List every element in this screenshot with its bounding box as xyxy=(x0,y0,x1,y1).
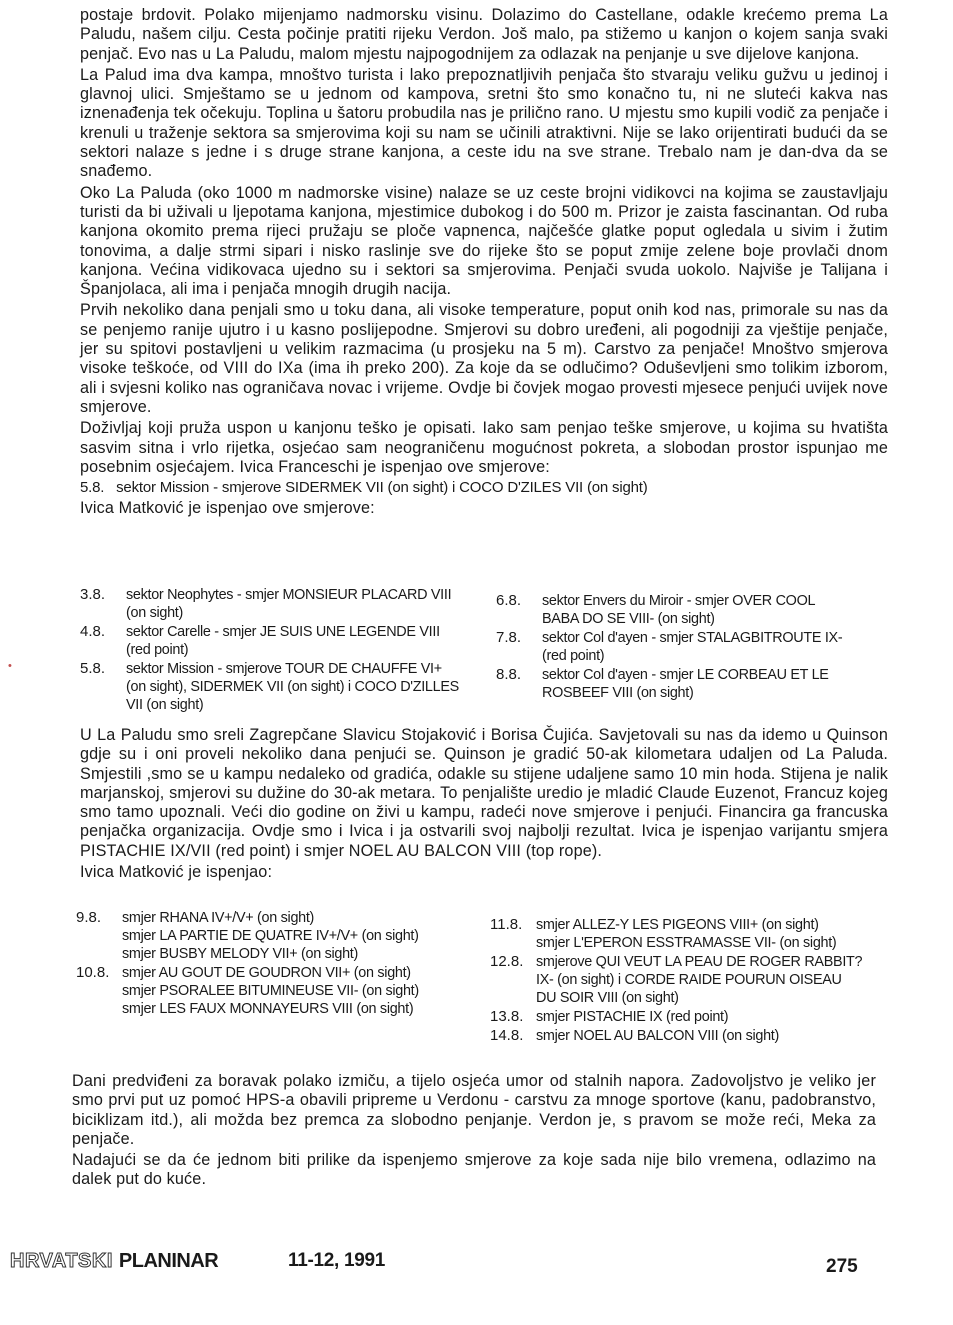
paragraph-viewpoints: Oko La Paluda (oko 1000 m nadmorske visine) nalaze se uz ceste brojni vidikovci na kojima se zaustavljaju turisti da bi uživali u ljepotama kanjona, mjestimice dubokog i do 500 m. Prizor je zaista fascinantan. Od ruba kanjona okomito prema rijeci pružaju se ploče vapnenca, najčešće glatke poput ogledala u sivim i žutim tonovima, a dalje strmi sipari i nisko raslinje sve do rijeke što se poput zmije zelene boje provlači dnom kanjona. Većina vidikovaca ujedno su i sektori sa smjerovima. Penjači svuda uokolo. Najviše je Talijana i Španjolaca, ali ima i penjača mnogih drugih nacija. xyxy=(80,183,888,299)
route-description xyxy=(126,660,480,714)
page-number: 275 xyxy=(826,1256,858,1277)
route-line: ROSBEEF VIII (on sight) xyxy=(542,685,694,701)
route-line: smjer LA PARTIE DE QUATRE IV+/V+ (on sight) xyxy=(122,928,419,944)
route-entry xyxy=(490,1027,880,1045)
route-entry xyxy=(80,660,480,714)
route-description xyxy=(542,592,876,628)
route-line: smjer PISTACHIE IX (red point) xyxy=(536,1009,729,1025)
route-entry xyxy=(490,1008,880,1026)
route-date: 5.8. xyxy=(80,660,106,677)
matkovic-intro-quinson: Ivica Matković je ispenjao: xyxy=(80,863,273,882)
verdon-routes-left xyxy=(80,586,480,715)
route-entry xyxy=(490,953,880,1007)
route-description xyxy=(536,1027,880,1045)
paragraph-arrival: postaje brdovit. Polako mijenjamo nadmorsku visinu. Dolazimo do Castellane, odakle krećemo prema La Paludu, našem cilju. Cesta počinje pratiti rijeku Verdon. Još malo, pa stižemo u kanjon o kojem sanja svaki penjač. Evo nas u La Paludu, malom mjestu najpogodnijem za odlazak na penjanje u sve dijelove kanjona. xyxy=(80,6,888,63)
route-date: 7.8. xyxy=(496,629,522,646)
route-line: DU SOIR VIII (on sight) xyxy=(536,990,679,1006)
route-line: sektor Col d'ayen - smjer LE CORBEAU ET LE xyxy=(542,667,829,683)
matkovic-intro-verdon: Ivica Matković je ispenjao ove smjerove: xyxy=(80,499,375,518)
masthead-outline-text: HRVATSKI xyxy=(10,1250,113,1272)
route-line: sektor Carelle - smjer JE SUIS UNE LEGENDE VIII xyxy=(126,624,440,640)
route-entry xyxy=(80,586,480,622)
route-line: (on sight), SIDERMEK VII (on sight) i COCO D'ZILLES xyxy=(126,679,459,695)
route-entry xyxy=(76,909,476,963)
route-line: smjerove QUI VEUT LA PEAU DE ROGER RABBIT? xyxy=(536,954,863,970)
route-date: 11.8. xyxy=(490,916,523,933)
paragraph-closing: Dani predviđeni za boravak polako izmiču, a tijelo osjeća umor od stalnih napora. Zadovoljstvo je veliko jer smo prvi put uz pomoć HPS-a obavili pripreme u Verdonu - carstvu za mnoge sportove (kanu, padobranstvo, biciklizam itd.), ali možda bez premca za slobodno penjanje. Verdon je, s pravom se može reći, Meka za penjače. xyxy=(72,1072,876,1148)
verdon-routes-right xyxy=(496,592,876,703)
route-line: smjer LES FAUX MONNAYEURS VIII (on sight) xyxy=(122,1001,414,1017)
route-line: smjer BUSBY MELODY VII+ (on sight) xyxy=(122,946,358,962)
route-entry xyxy=(80,623,480,659)
article-body-top xyxy=(80,6,888,518)
route-line: smjer L'EPERON ESSTRAMASSE VII- (on sight) xyxy=(536,935,837,951)
route-date: 13.8. xyxy=(490,1008,524,1025)
route-description xyxy=(126,623,480,659)
page-footer xyxy=(10,1248,870,1278)
route-line: smjer AU GOUT DE GOUDRON VII+ (on sight) xyxy=(122,965,411,981)
route-entry xyxy=(496,666,876,702)
route-line: smjer NOEL AU BALCON VIII (on sight) xyxy=(536,1028,779,1044)
article-body-middle xyxy=(80,726,888,882)
route-entry xyxy=(490,916,880,952)
route-date: 10.8. xyxy=(76,964,110,981)
scan-speck: • xyxy=(8,660,12,672)
route-description xyxy=(536,953,880,1007)
route-line: smjer PSORALEE BITUMINEUSE VII- (on sight) xyxy=(122,983,419,999)
route-description xyxy=(122,909,476,963)
route-date: 12.8. xyxy=(490,953,524,970)
route-date: 6.8. xyxy=(496,592,522,609)
route-date: 4.8. xyxy=(80,623,106,640)
route-line: VII (on sight) xyxy=(126,697,204,713)
route-line: sektor Neophytes - smjer MONSIEUR PLACARD VIII xyxy=(126,587,452,603)
paragraph-la-palud: La Palud ima dva kampa, mnoštvo turista i lako prepoznatljivih penjača što stvaraju veliku gužvu u jedinoj i glavnoj ulici. Smještamo se u jednom od kampova, sretni što smo konačno tu, ni ne sluteći kakva nas iznenađenja tek očekuju. Toplina u šatoru probudila nas je prilično rano. U mjestu smo kupili vodič za penjače i krenuli u traženje sektora sa smjerovima koji su nam se učinili atraktivni. Nije se lako orijentirati budući da se sektori nalaze s jedne i s druge strane kanjona, a ceste idu na sve strane. Trebalo nam je dan-dva da se snađemo. xyxy=(80,65,888,181)
paragraph-routes: Prvih nekoliko dana penjali smo u toku dana, ali visoke temperature, poput onih kod nas, primorale su nas da se penjemo ranije ujutro i u kasno poslijepodne. Smjerovi su dobro uređeni, ali pogodniji za vještije penjače, jer su spitovi postavljeni u velikim razmacima (u prosjeku na 5 m). Carstvo za penjače! Mnoštvo smjerova visoke teškoće, od VIII do IXa (ima ih preko 200). Za koje da se odlučimo? Oduševljeni smo tolikim izborom, ali i svjesni koliko nas ograničava novac i vrijeme. Ovdje bi čovjek mogao provesti mjesece penjući uvijek nove smjerove. xyxy=(80,301,888,416)
quinson-routes-left xyxy=(76,909,476,1019)
route-date: 9.8. xyxy=(76,909,102,926)
article-body-bottom xyxy=(72,1072,876,1190)
route-entry xyxy=(76,964,476,1018)
route-description xyxy=(542,666,876,702)
route-line: (on sight) xyxy=(126,605,183,621)
route-line: sektor Mission - smjerove TOUR DE CHAUFFE VI+ xyxy=(126,661,442,677)
route-line: (red point) xyxy=(126,642,189,658)
route-description xyxy=(536,916,880,952)
route-description xyxy=(122,964,476,1018)
route-line: sektor Col d'ayen - smjer STALAGBITROUTE IX- xyxy=(542,630,843,646)
route-description xyxy=(536,1008,880,1026)
franceschi-route: 5.8. sektor Mission - smjerove SIDERMEK VII (on sight) i COCO D'ZILES VII (on sight) xyxy=(80,479,648,497)
route-date: 8.8. xyxy=(496,666,522,683)
route-line: (red point) xyxy=(542,648,605,664)
route-line: IX- (on sight) i CORDE RAIDE POURUN OISEAU xyxy=(536,972,842,988)
masthead-solid-text: PLANINAR xyxy=(118,1250,219,1272)
paragraph-quinson: U La Paludu smo sreli Zagrepčane Slavicu Stojaković i Borisa Čujića. Savjetovali su nas da idemo u Quinson gdje su i oni proveli nekoliko dana penjući se. Quinson je gradić 50-ak kilometara udaljen od La Paluda. Smjestili ,smo se u kampu nedaleko od gradića, odakle su stijene udaljene samo 10 min hoda. Stijena je nalik marjanskoj, smjerovi su dužine do 30-ak metara. To penjalište uredio je mladić Claude Euzenot, Francuz kojeg smo tamo upoznali. Veći dio godine on živi u kampu, radeći nove smjerove i penjući. Financira ga francuska penjačka organizacija. Ovdje smo i Ivica i ja ostvarili svoj najbolji rezultat. Ivica je ispenjao varijantu smjera PISTACHIE IX/VII (red point) i smjer NOEL AU BALCON VIII (top rope). xyxy=(80,726,888,860)
issue-label: 11-12, 1991 xyxy=(288,1250,386,1271)
route-line: smjer ALLEZ-Y LES PIGEONS VIII+ (on sight) xyxy=(536,917,819,933)
paragraph-farewell: Nadajući se da će jednom biti prilike da ispenjemo smjerove za koje sada nije bilo vremena, odlazimo na dalek put do kuće. xyxy=(72,1151,876,1189)
route-date: 14.8. xyxy=(490,1027,524,1044)
route-line: sektor Envers du Miroir - smjer OVER COOL xyxy=(542,593,816,609)
route-description xyxy=(126,586,480,622)
route-entry xyxy=(496,629,876,665)
route-line: smjer RHANA IV+/V+ (on sight) xyxy=(122,910,315,926)
route-entry xyxy=(496,592,876,628)
route-line: BABA DO SE VIII- (on sight) xyxy=(542,611,715,627)
route-description xyxy=(542,629,876,665)
quinson-routes-right xyxy=(490,916,880,1046)
paragraph-experience: Doživljaj koji pruža uspon u kanjonu teško je opisati. Iako sam penjao teške smjerove, u kojima su hvatišta sasvim sitna i vrlo rijetka, osjećao sam neograničenu mogućnost pokreta, a slobodan prostor ispunjao me posebnim osjećajem. Ivica Franceschi je ispenjao ove smjerove: xyxy=(80,419,888,476)
route-date: 3.8. xyxy=(80,586,106,603)
magazine-masthead xyxy=(10,1250,218,1273)
